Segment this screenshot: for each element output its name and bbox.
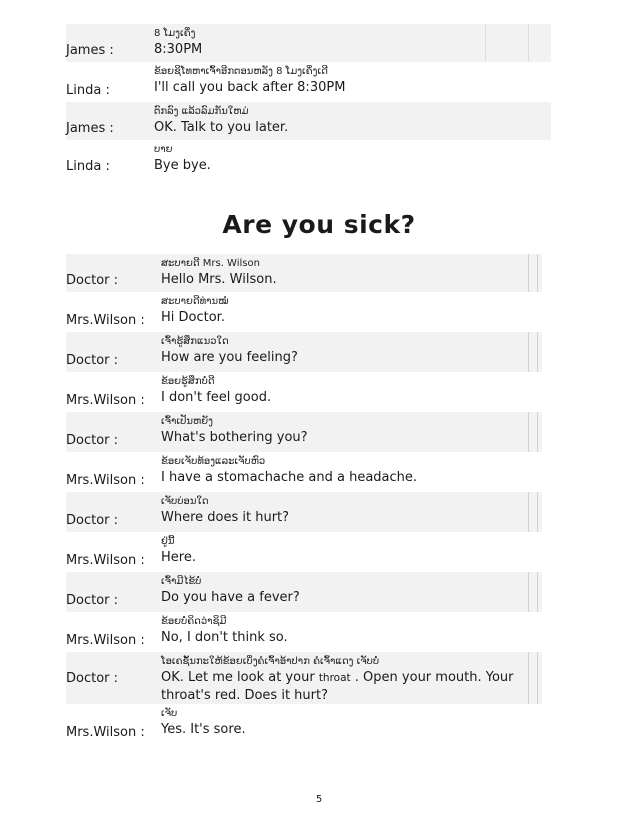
speaker-label: Mrs.Wilson : bbox=[66, 313, 145, 328]
dialogue-row bbox=[66, 532, 542, 572]
speaker-label: Doctor : bbox=[66, 670, 119, 686]
dialogue-text bbox=[161, 532, 528, 572]
lao-line: ຂ້ອຍຊິໂທຫາເຈົ້າອີກຕອນຫລັງ 8 ໂມງເຄິ່ງເດີ bbox=[154, 66, 328, 77]
dialogue-text bbox=[154, 62, 485, 102]
lao-line: ເຈົ້າມີໄຂ້ບໍ່ bbox=[161, 576, 202, 587]
dialogue-row bbox=[66, 140, 551, 178]
dialogue-text bbox=[161, 412, 528, 452]
lao-line: ເຈັບ bbox=[161, 708, 178, 719]
dialogue-text bbox=[161, 332, 528, 372]
english-small-word: throat bbox=[318, 672, 351, 684]
empty-cells bbox=[485, 102, 551, 140]
dialogue-text bbox=[154, 102, 485, 140]
dialogue-text bbox=[161, 704, 528, 744]
english-line bbox=[161, 669, 528, 705]
lao-line: ສະບາຍດີ Mrs. Wilson bbox=[161, 258, 260, 269]
speaker-label: Mrs.Wilson : bbox=[66, 725, 145, 740]
speaker-label: Mrs.Wilson : bbox=[66, 473, 145, 488]
page-number: 5 bbox=[315, 794, 323, 805]
speaker-label: Mrs.Wilson : bbox=[66, 393, 145, 408]
empty-cells bbox=[485, 140, 551, 178]
dialogue-text bbox=[161, 572, 528, 612]
lao-line: ຂ້ອຍບໍ່ຄິດວ່າຊິມີ bbox=[161, 616, 227, 627]
dialogue-text bbox=[161, 492, 528, 532]
dialogue-text bbox=[154, 140, 485, 178]
english-line: I don't feel good. bbox=[161, 390, 272, 405]
empty-cells bbox=[528, 332, 542, 372]
english-line: How are you feeling? bbox=[161, 350, 298, 365]
dialogue-row bbox=[66, 704, 542, 744]
dialogue-text bbox=[161, 372, 528, 412]
english-line: I have a stomachache and a headache. bbox=[161, 470, 418, 485]
speaker-label: Linda : bbox=[66, 159, 110, 174]
speaker-label: Doctor : bbox=[66, 353, 119, 368]
empty-cells bbox=[528, 652, 542, 704]
english-line: Hi Doctor. bbox=[161, 310, 225, 325]
empty-cells bbox=[485, 24, 551, 62]
empty-cells bbox=[528, 292, 542, 332]
english-line: Hello Mrs. Wilson. bbox=[161, 272, 277, 287]
dialogue-row bbox=[66, 492, 542, 532]
english-line: 8:30PM bbox=[154, 42, 203, 57]
english-line: Do you have a fever? bbox=[161, 590, 300, 605]
speaker-label: James : bbox=[66, 121, 114, 136]
lao-line: 8 ໂມງເຄິ່ງ bbox=[154, 28, 196, 39]
dialogue-row bbox=[66, 612, 542, 652]
english-line: What's bothering you? bbox=[161, 430, 308, 445]
dialogue-row bbox=[66, 254, 542, 292]
speaker-label: Doctor : bbox=[66, 513, 119, 528]
lao-line: ໂອເຄຊັ້ນກະໃຫ້ຂ້ອຍເບິ່ງຄໍເຈົ້າອ້າປາກ ຄໍເຈົ້າແດງ ເຈັບບໍ່ bbox=[161, 656, 380, 667]
english-line: OK. Talk to you later. bbox=[154, 120, 289, 135]
lao-line: ຂ້ອຍເຈັບທ້ອງແລະເຈັບຫົວ bbox=[161, 456, 266, 467]
phone-dialogue-table bbox=[66, 24, 551, 178]
empty-cells bbox=[485, 62, 551, 102]
english-part: . Open your mouth. Your throat's red. Does it hurt? bbox=[161, 670, 514, 703]
english-line: Here. bbox=[161, 550, 196, 565]
dialogue-row bbox=[66, 332, 542, 372]
dialogue-text bbox=[154, 24, 485, 62]
english-line: I'll call you back after 8:30PM bbox=[154, 80, 346, 95]
dialogue-row bbox=[66, 412, 542, 452]
english-part: OK. Let me look at your bbox=[161, 670, 315, 685]
lao-line: ເຈົ້າຮູ້ສຶກແນວໃດ bbox=[161, 336, 229, 347]
empty-cells bbox=[528, 412, 542, 452]
empty-cells bbox=[528, 492, 542, 532]
dialogue-row bbox=[66, 452, 542, 492]
lao-line: ເຈົ້າເປັນຫຍັງ bbox=[161, 416, 213, 427]
speaker-label: Doctor : bbox=[66, 273, 119, 288]
empty-cells bbox=[528, 532, 542, 572]
english-line: Where does it hurt? bbox=[161, 510, 290, 525]
dialogue-row bbox=[66, 24, 551, 62]
dialogue-text bbox=[161, 292, 528, 332]
dialogue-text bbox=[161, 612, 528, 652]
dialogue-text bbox=[161, 452, 528, 492]
speaker-label: Mrs.Wilson : bbox=[66, 633, 145, 648]
dialogue-row bbox=[66, 292, 542, 332]
lao-line: ຢູ່ນີ້ bbox=[161, 536, 175, 547]
empty-cells bbox=[528, 572, 542, 612]
lao-line: ບາຍ bbox=[154, 144, 173, 155]
dialogue-row bbox=[66, 62, 551, 102]
speaker-label: Linda : bbox=[66, 83, 110, 98]
lao-line: ຂ້ອຍຮູ້ສຶກບໍ່ດີ bbox=[161, 376, 215, 387]
empty-cells bbox=[528, 452, 542, 492]
english-line: Bye bye. bbox=[154, 158, 211, 173]
lao-line: ສະບາຍດີທ່ານໝໍ bbox=[161, 296, 229, 307]
empty-cells bbox=[528, 612, 542, 652]
empty-cells bbox=[528, 704, 542, 744]
speaker-label: James : bbox=[66, 43, 114, 58]
dialogue-row bbox=[66, 102, 551, 140]
doctor-dialogue-table bbox=[66, 254, 542, 744]
speaker-label: Doctor : bbox=[66, 593, 119, 608]
empty-cells bbox=[528, 254, 542, 292]
lao-line: ຕົກລົງ ແລ້ວລົມກັນໃຫມ່ bbox=[154, 106, 249, 117]
speaker-label: Mrs.Wilson : bbox=[66, 553, 145, 568]
dialogue-text bbox=[161, 652, 528, 704]
dialogue-text bbox=[161, 254, 528, 292]
empty-cells bbox=[528, 372, 542, 412]
section-heading: Are you sick? bbox=[222, 210, 416, 239]
dialogue-row bbox=[66, 572, 542, 612]
dialogue-row bbox=[66, 372, 542, 412]
dialogue-row bbox=[66, 652, 542, 704]
lao-line: ເຈັບບ່ອນໃດ bbox=[161, 496, 209, 507]
english-line: Yes. It's sore. bbox=[161, 722, 246, 737]
english-line: No, I don't think so. bbox=[161, 630, 288, 645]
speaker-label: Doctor : bbox=[66, 433, 119, 448]
